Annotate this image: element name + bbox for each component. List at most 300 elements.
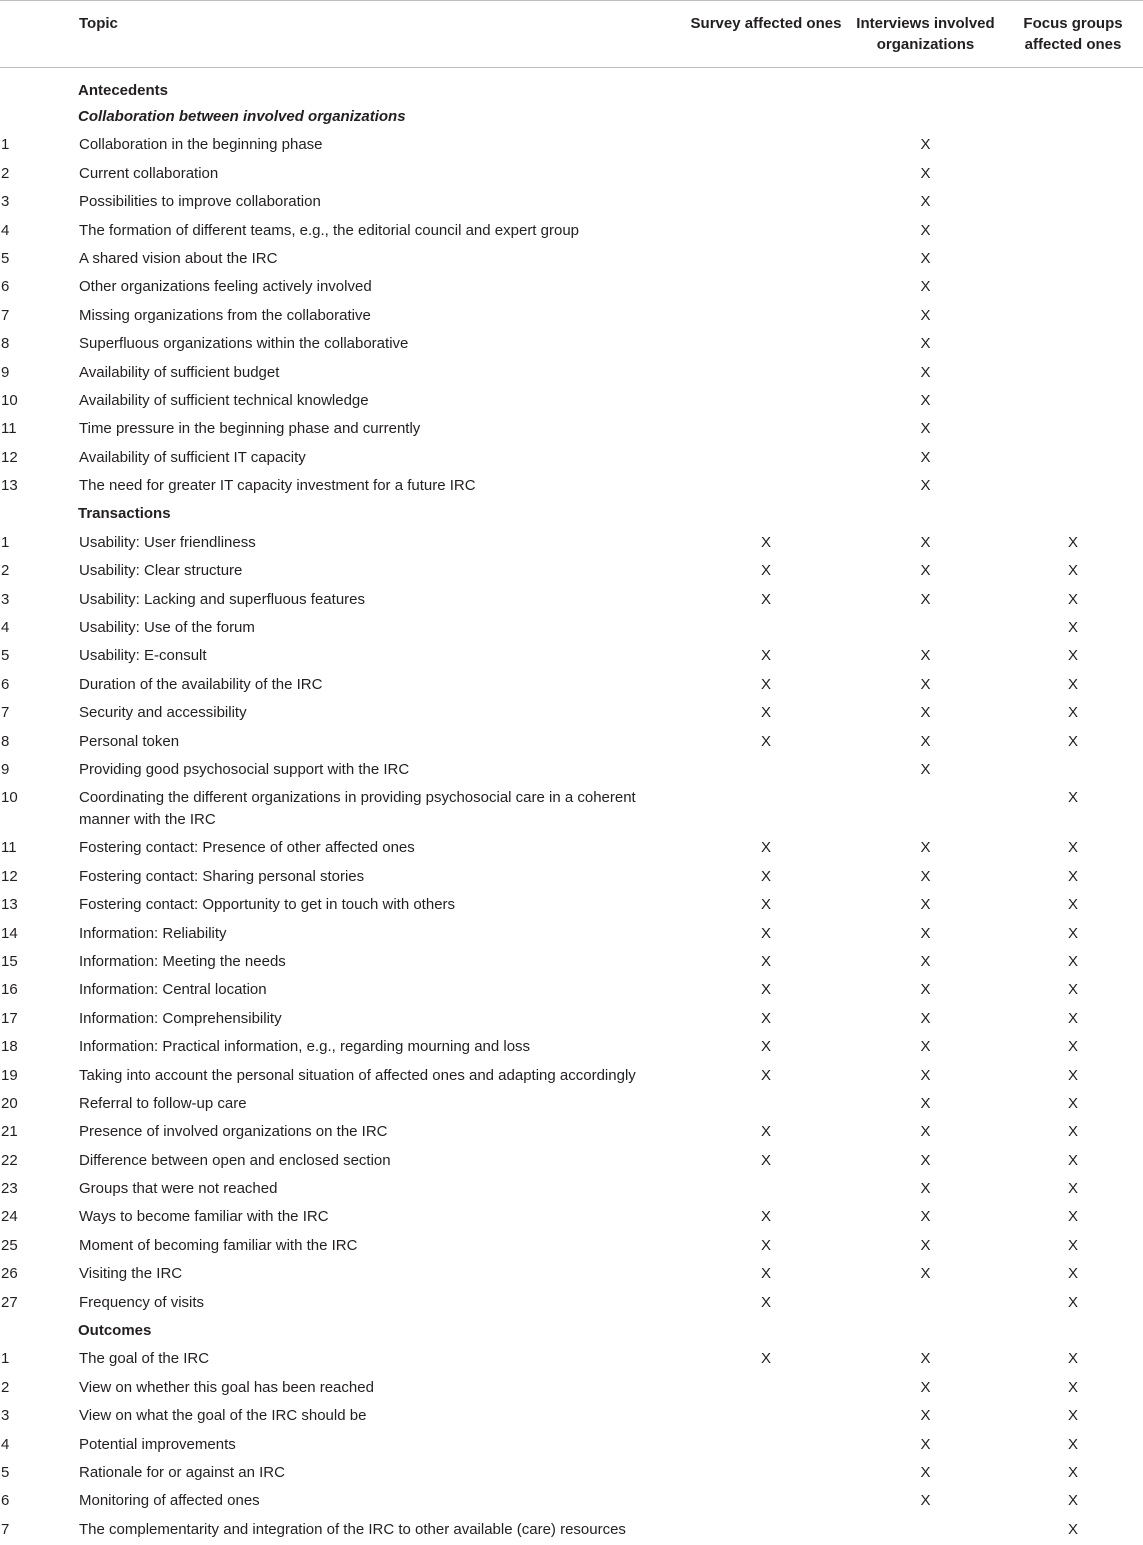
table-row [0, 1403, 1143, 1431]
focus-group-mark: X [1003, 1148, 1143, 1176]
row-topic: A shared vision about the IRC [78, 246, 684, 274]
row-topic: Providing good psychosocial support with the IRC [78, 757, 684, 785]
row-number: 2 [0, 558, 78, 586]
interview-mark: X [848, 189, 1003, 217]
row-topic: Information: Practical information, e.g., regarding mourning and loss [78, 1034, 684, 1062]
row-topic: Personal token [78, 729, 684, 757]
interview-mark: X [848, 1176, 1003, 1204]
section-title: Outcomes [78, 1318, 1143, 1346]
header-topic: Topic [78, 1, 684, 68]
row-number: 10 [0, 388, 78, 416]
table-row [0, 587, 1143, 615]
row-number: 11 [0, 835, 78, 863]
row-topic: Fostering contact: Sharing personal stories [78, 864, 684, 892]
focus-group-mark [1003, 161, 1143, 189]
focus-group-mark: X [1003, 1488, 1143, 1516]
focus-group-mark: X [1003, 921, 1143, 949]
focus-group-mark: X [1003, 1233, 1143, 1261]
section-number-cell [0, 1318, 78, 1346]
survey-mark: X [684, 835, 848, 863]
row-number: 26 [0, 1261, 78, 1289]
focus-group-mark: X [1003, 1290, 1143, 1318]
section-row [0, 68, 1143, 105]
table-row [0, 1517, 1143, 1545]
table-row [0, 1375, 1143, 1403]
focus-group-mark: X [1003, 1403, 1143, 1431]
survey-mark [684, 1091, 848, 1119]
subsection-number-cell [0, 104, 78, 132]
row-number: 6 [0, 274, 78, 302]
row-number: 19 [0, 1063, 78, 1091]
survey-mark: X [684, 1034, 848, 1062]
focus-group-mark: X [1003, 977, 1143, 1005]
interview-mark: X [848, 1233, 1003, 1261]
table-row [0, 1290, 1143, 1318]
survey-mark [684, 1460, 848, 1488]
focus-group-mark: X [1003, 615, 1143, 643]
table-row [0, 729, 1143, 757]
subsection-title: Collaboration between involved organizations [78, 104, 1143, 132]
focus-group-mark [1003, 757, 1143, 785]
table-row [0, 246, 1143, 274]
focus-group-mark: X [1003, 530, 1143, 558]
row-topic: Moment of becoming familiar with the IRC [78, 1233, 684, 1261]
row-topic: Rationale for or against an IRC [78, 1460, 684, 1488]
focus-group-mark: X [1003, 587, 1143, 615]
focus-group-mark [1003, 246, 1143, 274]
row-topic: Usability: User friendliness [78, 530, 684, 558]
focus-group-mark: X [1003, 672, 1143, 700]
table-row [0, 1176, 1143, 1204]
interview-mark: X [848, 643, 1003, 671]
row-topic: The formation of different teams, e.g., the editorial council and expert group [78, 218, 684, 246]
row-topic: Monitoring of affected ones [78, 1488, 684, 1516]
survey-mark [684, 388, 848, 416]
focus-group-mark [1003, 189, 1143, 217]
row-number: 6 [0, 672, 78, 700]
row-topic: Information: Reliability [78, 921, 684, 949]
row-topic: Information: Comprehensibility [78, 1006, 684, 1034]
row-topic: Availability of sufficient technical knowledge [78, 388, 684, 416]
row-number: 18 [0, 1034, 78, 1062]
focus-group-mark: X [1003, 1119, 1143, 1147]
table-row [0, 218, 1143, 246]
row-topic: Referral to follow-up care [78, 1091, 684, 1119]
table-row [0, 416, 1143, 444]
row-number: 20 [0, 1091, 78, 1119]
row-number: 14 [0, 921, 78, 949]
row-topic: Availability of sufficient IT capacity [78, 445, 684, 473]
interview-mark: X [848, 388, 1003, 416]
row-topic: Information: Central location [78, 977, 684, 1005]
survey-mark [684, 303, 848, 331]
survey-mark [684, 785, 848, 835]
subsection-row [0, 104, 1143, 132]
table-row [0, 473, 1143, 501]
focus-group-mark [1003, 360, 1143, 388]
focus-group-mark: X [1003, 558, 1143, 586]
interview-mark: X [848, 729, 1003, 757]
interview-mark: X [848, 360, 1003, 388]
row-topic: Taking into account the personal situation of affected ones and adapting accordingly [78, 1063, 684, 1091]
row-number: 1 [0, 1346, 78, 1374]
table-row [0, 189, 1143, 217]
row-number: 5 [0, 246, 78, 274]
row-topic: Fostering contact: Presence of other affected ones [78, 835, 684, 863]
table-row [0, 360, 1143, 388]
survey-mark [684, 445, 848, 473]
table-row [0, 977, 1143, 1005]
focus-group-mark [1003, 331, 1143, 359]
interview-mark: X [848, 892, 1003, 920]
row-number: 15 [0, 949, 78, 977]
row-topic: View on what the goal of the IRC should be [78, 1403, 684, 1431]
focus-group-mark: X [1003, 1432, 1143, 1460]
interview-mark: X [848, 530, 1003, 558]
interview-mark: X [848, 416, 1003, 444]
survey-mark: X [684, 1119, 848, 1147]
row-topic: Presence of involved organizations on the IRC [78, 1119, 684, 1147]
row-number: 12 [0, 864, 78, 892]
row-topic: Groups that were not reached [78, 1176, 684, 1204]
row-topic: Visiting the IRC [78, 1261, 684, 1289]
survey-mark [684, 218, 848, 246]
table-row [0, 949, 1143, 977]
row-topic: Frequency of visits [78, 1290, 684, 1318]
survey-mark: X [684, 558, 848, 586]
interview-mark: X [848, 445, 1003, 473]
row-topic: The need for greater IT capacity investment for a future IRC [78, 473, 684, 501]
header-number [0, 1, 78, 68]
survey-mark [684, 161, 848, 189]
survey-mark [684, 331, 848, 359]
row-topic: Availability of sufficient budget [78, 360, 684, 388]
survey-mark [684, 189, 848, 217]
table-row [0, 672, 1143, 700]
interview-mark: X [848, 1460, 1003, 1488]
focus-group-mark: X [1003, 1176, 1143, 1204]
focus-group-mark: X [1003, 835, 1143, 863]
focus-group-mark: X [1003, 1517, 1143, 1545]
row-number: 12 [0, 445, 78, 473]
focus-group-mark [1003, 132, 1143, 160]
focus-group-mark: X [1003, 1063, 1143, 1091]
header-interviews: Interviews involved organizations [848, 1, 1003, 68]
row-number: 17 [0, 1006, 78, 1034]
row-topic: The complementarity and integration of the IRC to other available (care) resources [78, 1517, 684, 1545]
row-number: 6 [0, 1488, 78, 1516]
row-number: 13 [0, 473, 78, 501]
interview-mark: X [848, 1375, 1003, 1403]
table-row [0, 1261, 1143, 1289]
row-topic: Other organizations feeling actively involved [78, 274, 684, 302]
focus-group-mark: X [1003, 700, 1143, 728]
row-number: 11 [0, 416, 78, 444]
table-row [0, 1119, 1143, 1147]
survey-mark [684, 1176, 848, 1204]
survey-mark [684, 132, 848, 160]
section-row [0, 501, 1143, 529]
row-number: 24 [0, 1204, 78, 1232]
interview-mark: X [848, 1204, 1003, 1232]
row-topic: Current collaboration [78, 161, 684, 189]
survey-mark: X [684, 643, 848, 671]
focus-group-mark: X [1003, 785, 1143, 835]
table-row [0, 303, 1143, 331]
row-topic: Difference between open and enclosed section [78, 1148, 684, 1176]
interview-mark: X [848, 864, 1003, 892]
survey-mark [684, 473, 848, 501]
table-row [0, 445, 1143, 473]
table-row [0, 558, 1143, 586]
table-row [0, 643, 1143, 671]
row-number: 3 [0, 1403, 78, 1431]
row-number: 2 [0, 1375, 78, 1403]
section-title: Antecedents [78, 68, 1143, 105]
row-number: 5 [0, 1460, 78, 1488]
row-number: 23 [0, 1176, 78, 1204]
row-topic: Fostering contact: Opportunity to get in touch with others [78, 892, 684, 920]
table-row [0, 1488, 1143, 1516]
interview-mark: X [848, 218, 1003, 246]
table-row [0, 700, 1143, 728]
focus-group-mark: X [1003, 1204, 1143, 1232]
row-number: 13 [0, 892, 78, 920]
survey-mark: X [684, 700, 848, 728]
row-number: 8 [0, 331, 78, 359]
focus-group-mark: X [1003, 1091, 1143, 1119]
survey-mark: X [684, 1346, 848, 1374]
focus-group-mark [1003, 303, 1143, 331]
interview-mark: X [848, 331, 1003, 359]
table-row [0, 1148, 1143, 1176]
row-topic: Security and accessibility [78, 700, 684, 728]
row-topic: Collaboration in the beginning phase [78, 132, 684, 160]
table-body [0, 68, 1143, 1545]
row-topic: Usability: Clear structure [78, 558, 684, 586]
row-number: 4 [0, 615, 78, 643]
table-header [0, 1, 1143, 68]
interview-mark: X [848, 1346, 1003, 1374]
table-row [0, 757, 1143, 785]
table-row [0, 1006, 1143, 1034]
survey-mark [684, 274, 848, 302]
row-number: 4 [0, 1432, 78, 1460]
interview-mark: X [848, 835, 1003, 863]
interview-mark: X [848, 161, 1003, 189]
interview-mark: X [848, 1006, 1003, 1034]
table-row [0, 161, 1143, 189]
survey-mark: X [684, 1290, 848, 1318]
interview-mark [848, 1517, 1003, 1545]
interview-mark: X [848, 1432, 1003, 1460]
focus-group-mark: X [1003, 1006, 1143, 1034]
row-number: 27 [0, 1290, 78, 1318]
focus-group-mark: X [1003, 949, 1143, 977]
survey-mark [684, 757, 848, 785]
survey-mark [684, 1517, 848, 1545]
survey-mark: X [684, 892, 848, 920]
row-number: 5 [0, 643, 78, 671]
row-topic: Ways to become familiar with the IRC [78, 1204, 684, 1232]
focus-group-mark: X [1003, 864, 1143, 892]
row-topic: Missing organizations from the collaborative [78, 303, 684, 331]
survey-mark [684, 615, 848, 643]
row-topic: The goal of the IRC [78, 1346, 684, 1374]
survey-mark: X [684, 1233, 848, 1261]
focus-group-mark [1003, 274, 1143, 302]
table-row [0, 1233, 1143, 1261]
table-row [0, 1063, 1143, 1091]
survey-mark [684, 1432, 848, 1460]
survey-mark [684, 246, 848, 274]
survey-mark: X [684, 1204, 848, 1232]
table-row [0, 388, 1143, 416]
survey-mark: X [684, 1063, 848, 1091]
survey-mark [684, 416, 848, 444]
interview-mark: X [848, 1403, 1003, 1431]
section-row [0, 1318, 1143, 1346]
row-topic: Information: Meeting the needs [78, 949, 684, 977]
row-number: 8 [0, 729, 78, 757]
section-title: Transactions [78, 501, 1143, 529]
interview-mark: X [848, 558, 1003, 586]
row-number: 7 [0, 700, 78, 728]
row-number: 4 [0, 218, 78, 246]
row-topic: View on whether this goal has been reached [78, 1375, 684, 1403]
header-survey: Survey affected ones [684, 1, 848, 68]
row-topic: Coordinating the different organizations in providing psychosocial care in a coherent manner with the IRC [78, 785, 684, 835]
row-topic: Usability: E-consult [78, 643, 684, 671]
focus-group-mark: X [1003, 1034, 1143, 1062]
row-topic: Potential improvements [78, 1432, 684, 1460]
interview-mark [848, 785, 1003, 835]
interview-mark: X [848, 246, 1003, 274]
header-focus-groups: Focus groups affected ones [1003, 1, 1143, 68]
focus-group-mark: X [1003, 1375, 1143, 1403]
table-row [0, 1460, 1143, 1488]
row-number: 9 [0, 360, 78, 388]
focus-group-mark [1003, 388, 1143, 416]
focus-group-mark [1003, 445, 1143, 473]
table-row [0, 615, 1143, 643]
survey-mark: X [684, 530, 848, 558]
interview-mark: X [848, 1261, 1003, 1289]
focus-group-mark: X [1003, 1261, 1143, 1289]
interview-mark: X [848, 1034, 1003, 1062]
table-row [0, 331, 1143, 359]
table-row [0, 1091, 1143, 1119]
survey-mark: X [684, 1261, 848, 1289]
focus-group-mark: X [1003, 643, 1143, 671]
interview-mark: X [848, 473, 1003, 501]
survey-mark: X [684, 949, 848, 977]
survey-mark [684, 360, 848, 388]
survey-mark: X [684, 587, 848, 615]
table-row [0, 274, 1143, 302]
focus-group-mark: X [1003, 729, 1143, 757]
survey-mark: X [684, 672, 848, 700]
table-row [0, 1204, 1143, 1232]
row-number: 25 [0, 1233, 78, 1261]
interview-mark: X [848, 1063, 1003, 1091]
focus-group-mark [1003, 473, 1143, 501]
table-row [0, 530, 1143, 558]
interview-mark: X [848, 274, 1003, 302]
interview-mark: X [848, 977, 1003, 1005]
interview-mark: X [848, 1119, 1003, 1147]
interview-mark: X [848, 921, 1003, 949]
row-number: 3 [0, 189, 78, 217]
interview-mark: X [848, 587, 1003, 615]
row-number: 9 [0, 757, 78, 785]
row-number: 16 [0, 977, 78, 1005]
row-number: 7 [0, 1517, 78, 1545]
section-number-cell [0, 68, 78, 105]
row-topic: Superfluous organizations within the collaborative [78, 331, 684, 359]
row-number: 3 [0, 587, 78, 615]
survey-mark [684, 1488, 848, 1516]
focus-group-mark: X [1003, 1460, 1143, 1488]
row-topic: Usability: Lacking and superfluous features [78, 587, 684, 615]
row-number: 10 [0, 785, 78, 835]
row-number: 22 [0, 1148, 78, 1176]
survey-mark: X [684, 921, 848, 949]
interview-mark: X [848, 132, 1003, 160]
row-number: 2 [0, 161, 78, 189]
interview-mark [848, 615, 1003, 643]
survey-mark [684, 1375, 848, 1403]
interview-mark: X [848, 1488, 1003, 1516]
table-row [0, 1346, 1143, 1374]
row-number: 21 [0, 1119, 78, 1147]
interview-mark: X [848, 949, 1003, 977]
table-row [0, 1432, 1143, 1460]
survey-mark: X [684, 729, 848, 757]
interview-mark: X [848, 672, 1003, 700]
focus-group-mark [1003, 218, 1143, 246]
table-row [0, 785, 1143, 835]
survey-mark [684, 1403, 848, 1431]
row-topic: Time pressure in the beginning phase and currently [78, 416, 684, 444]
survey-mark: X [684, 1148, 848, 1176]
focus-group-mark: X [1003, 1346, 1143, 1374]
focus-group-mark [1003, 416, 1143, 444]
table-row [0, 835, 1143, 863]
survey-mark: X [684, 1006, 848, 1034]
table-row [0, 892, 1143, 920]
row-number: 1 [0, 132, 78, 160]
row-topic: Usability: Use of the forum [78, 615, 684, 643]
interview-mark: X [848, 1148, 1003, 1176]
interview-mark: X [848, 1091, 1003, 1119]
row-topic: Duration of the availability of the IRC [78, 672, 684, 700]
survey-mark: X [684, 977, 848, 1005]
table-row [0, 1034, 1143, 1062]
row-number: 7 [0, 303, 78, 331]
interview-mark [848, 1290, 1003, 1318]
row-topic: Possibilities to improve collaboration [78, 189, 684, 217]
table-row [0, 132, 1143, 160]
table-row [0, 864, 1143, 892]
row-number: 1 [0, 530, 78, 558]
focus-group-mark: X [1003, 892, 1143, 920]
interview-mark: X [848, 757, 1003, 785]
interview-mark: X [848, 700, 1003, 728]
table-row [0, 921, 1143, 949]
interview-mark: X [848, 303, 1003, 331]
survey-mark: X [684, 864, 848, 892]
